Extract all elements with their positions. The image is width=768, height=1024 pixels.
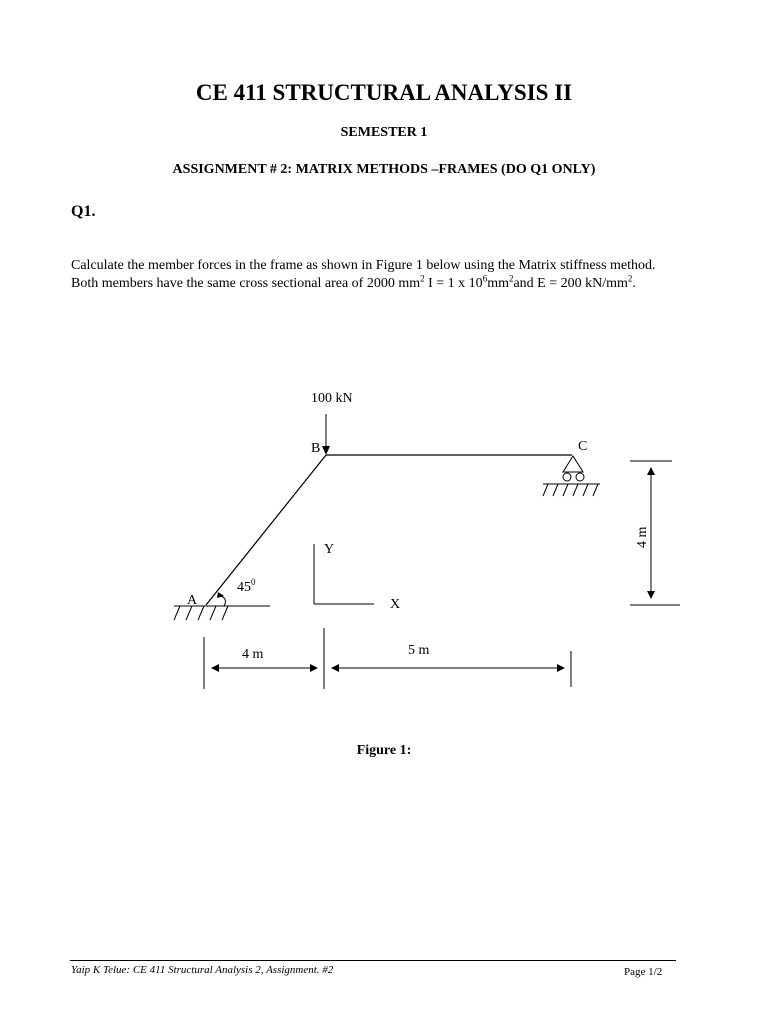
superscript: 6	[482, 273, 488, 284]
coordinate-axes	[314, 544, 374, 604]
question-text-part: I = 1 x 10	[424, 276, 483, 291]
angle-superscript: 0	[251, 577, 256, 587]
semester-heading: SEMESTER 1	[340, 125, 428, 140]
fixed-support-a	[174, 606, 270, 620]
dim-left-label: 4 m	[242, 647, 264, 662]
roller-support-c	[543, 456, 600, 496]
document-title: CE 411 STRUCTURAL ANALYSIS II	[195, 80, 573, 105]
superscript: 2	[627, 273, 633, 284]
dim-right-label: 5 m	[408, 643, 430, 658]
load-label: 100 kN	[311, 391, 353, 406]
question-label: Q1.	[71, 203, 96, 220]
load-arrow	[322, 414, 330, 455]
node-a-label: A	[187, 593, 198, 608]
axis-x-label: X	[390, 597, 401, 612]
member-ab	[206, 455, 326, 605]
superscript: 2	[420, 273, 425, 284]
axis-y-label: Y	[324, 542, 335, 557]
page-number: Page 1/2	[624, 966, 663, 978]
assignment-heading: ASSIGNMENT # 2: MATRIX METHODS –FRAMES (DO Q1 ONLY)	[172, 162, 596, 177]
angle-label	[237, 577, 256, 595]
footer-divider	[70, 960, 676, 961]
node-b-label: B	[311, 441, 321, 456]
figure-caption: Figure 1:	[356, 743, 412, 758]
angle-arc	[221, 596, 225, 606]
question-text-part: Calculate the member forces in the frame as shown in Figure 1 below using the Matrix stiffness method. Both members have the same cross sectional area of 2000 mm	[71, 258, 656, 291]
node-c-label: C	[578, 439, 588, 454]
question-text-part: and E = 200 kN/mm	[513, 276, 628, 291]
angle-value: 45	[237, 580, 251, 595]
superscript: 2	[508, 273, 514, 284]
footer-author: Yaip K Telue: CE 411 Structural Analysis 2, Assignment. #2	[71, 964, 334, 976]
question-text-part: mm	[487, 276, 509, 291]
question-text-part: .	[632, 276, 636, 291]
dim-height-label: 4 m	[635, 526, 650, 548]
